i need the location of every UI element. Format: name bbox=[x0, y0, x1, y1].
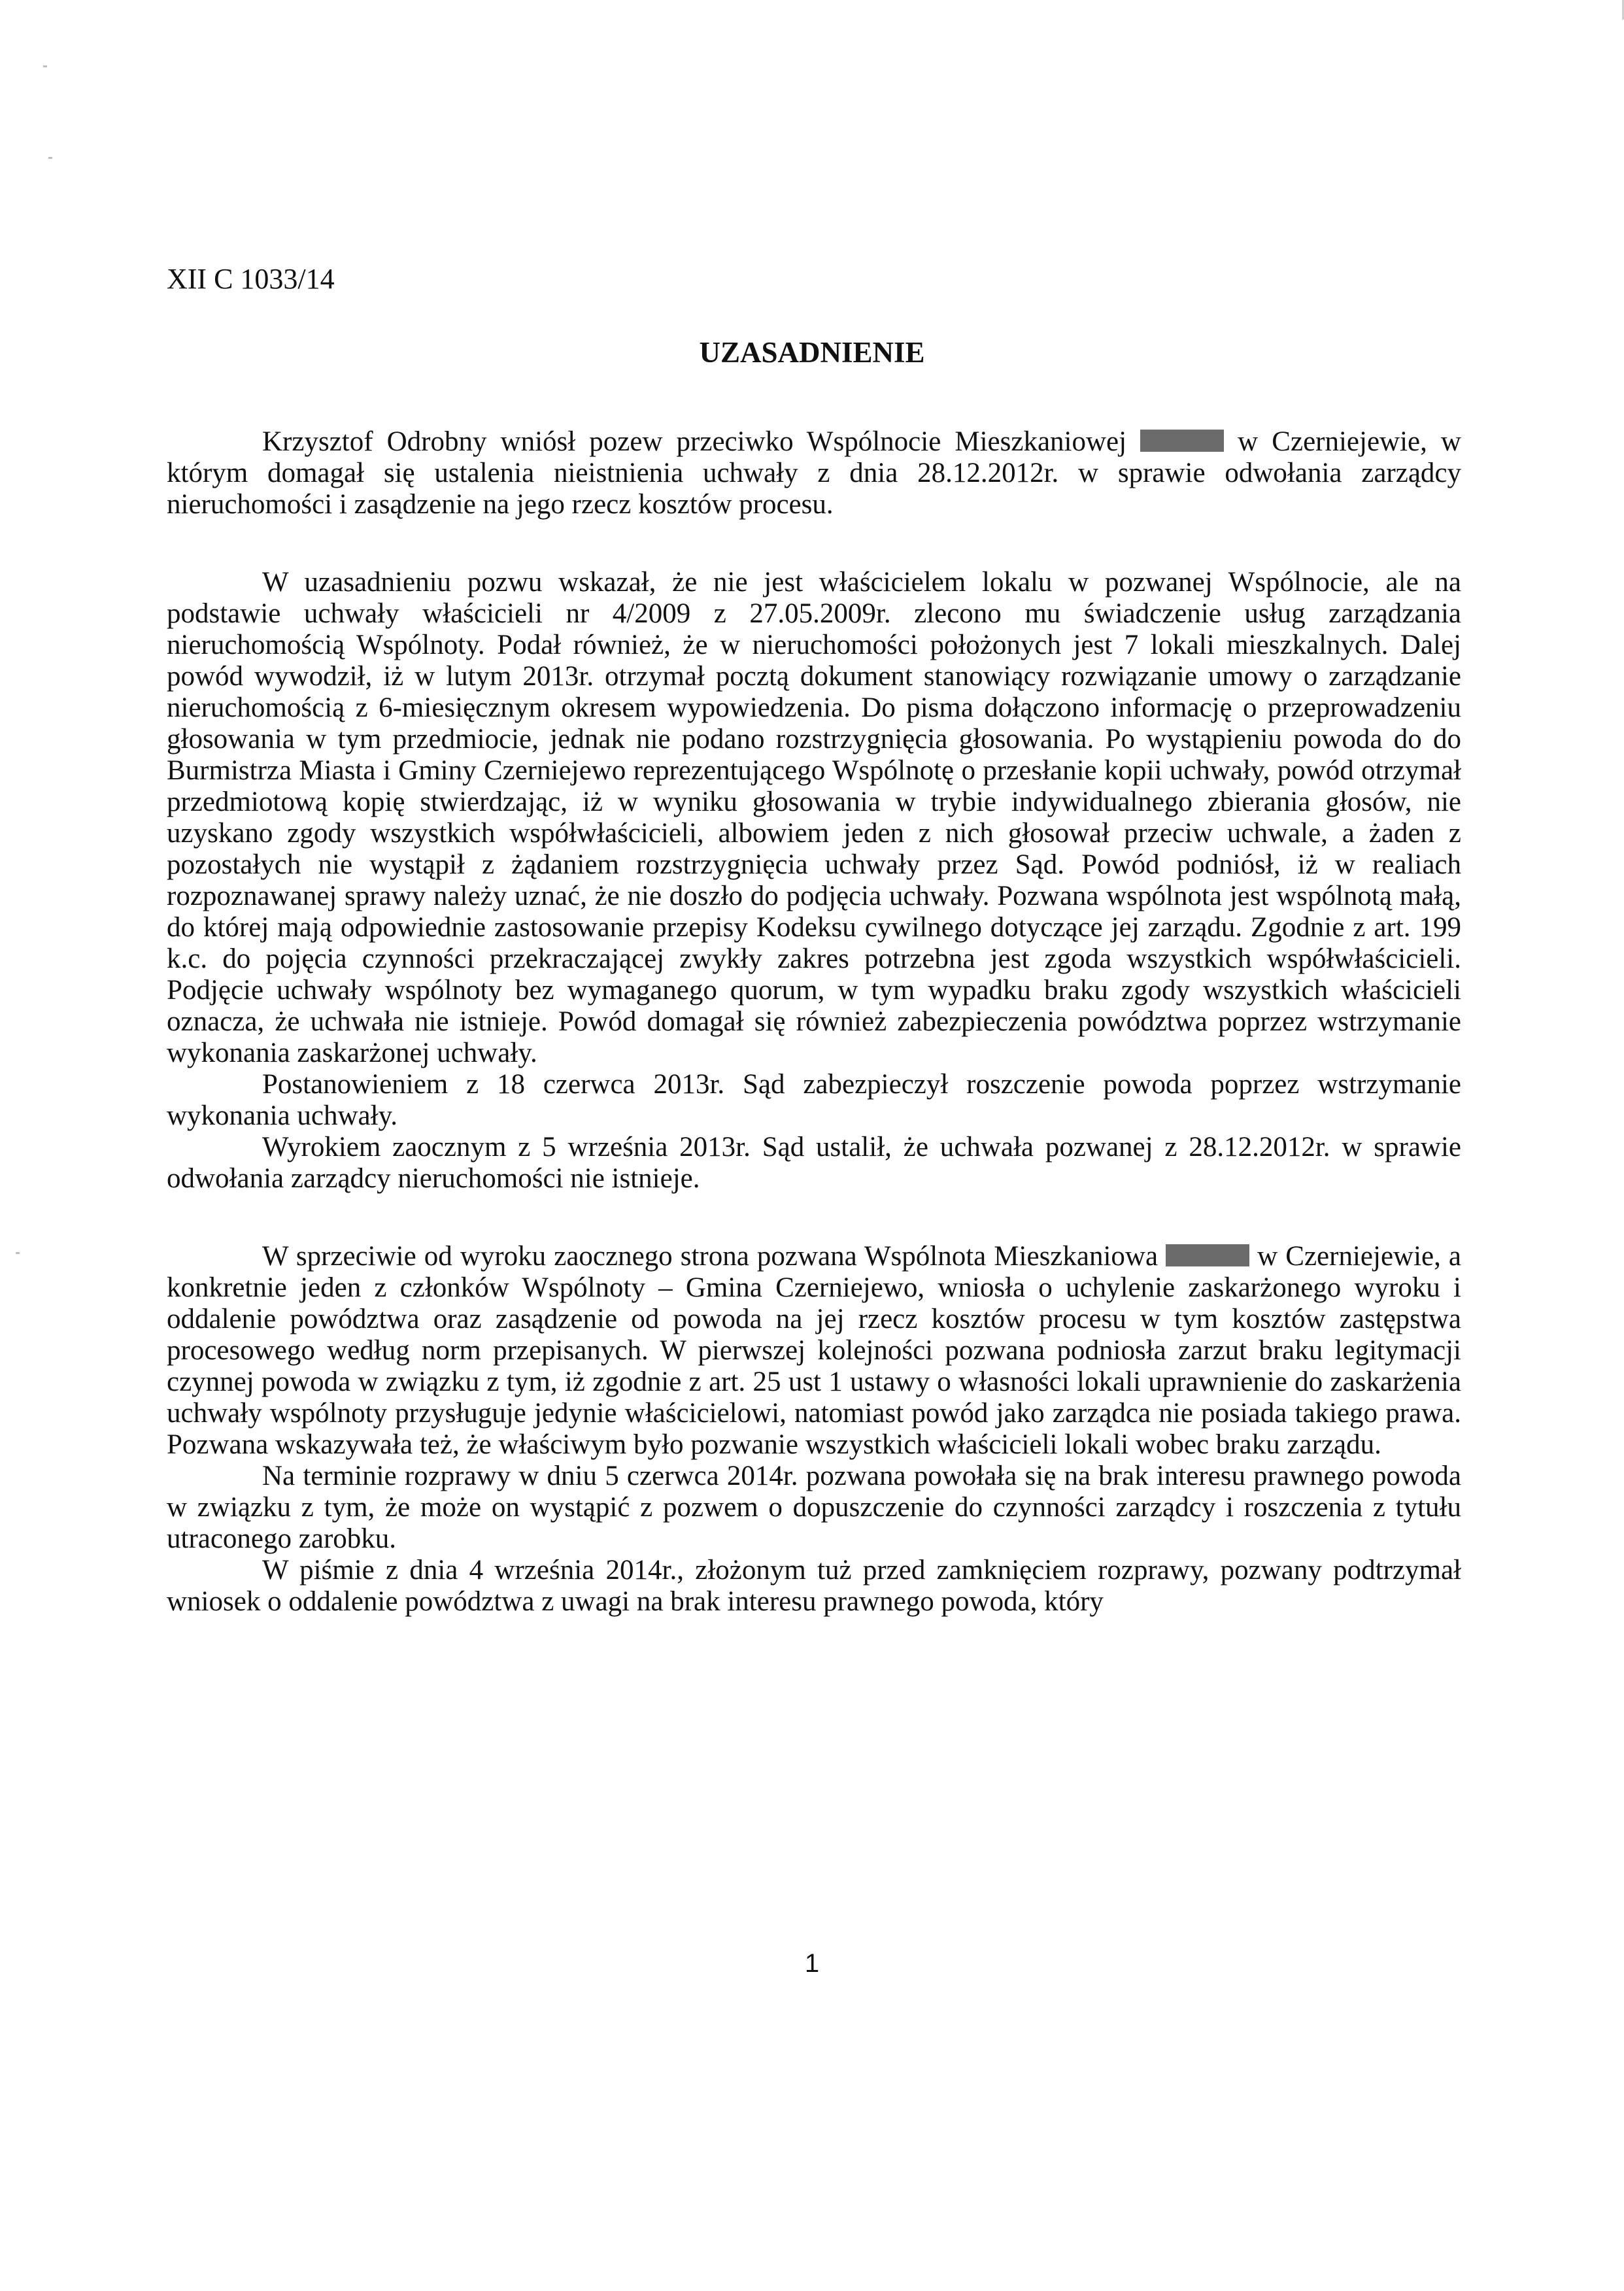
document-body bbox=[167, 426, 1461, 1618]
redaction-block bbox=[1166, 1244, 1249, 1266]
paragraph-3: Postanowieniem z 18 czerwca 2013r. Sąd zabezpieczył roszczenie powoda poprzez wstrzymanie wykonania uchwały. bbox=[167, 1069, 1461, 1131]
paragraph-7: W piśmie z dnia 4 września 2014r., złożonym tuż przed zamknięciem rozprawy, pozwany podtrzymał wniosek o oddalenie powództwa z uwagi na brak interesu prawnego powoda, który bbox=[167, 1555, 1461, 1617]
scan-speck bbox=[16, 1252, 20, 1254]
paragraph-2: W uzasadnieniu pozwu wskazał, że nie jest właścicielem lokalu w pozwanej Wspólnocie, ale na podstawie uchwały właścicieli nr 4/2009 z 27.05.2009r. zlecono mu świadczenie usług zarządzania nieruchomością Wspólnoty. Podał również, że w nieruchomości położonych jest 7 lokali mieszkalnych. Dalej powód wywodził, iż w lutym 2013r. otrzymał pocztą dokument stanowiący rozwiązanie umowy o zarządzanie nieruchomością z 6-miesięcznym okresem wypowiedzenia. Do pisma dołączono informację o przeprowadzeniu głosowania w tym przedmiocie, jednak nie podano rozstrzygnięcia głosowania. Po wystąpieniu powoda do do Burmistrza Miasta i Gminy Czerniejewo reprezentującego Wspólnotę o przesłanie kopii uchwały, powód otrzymał przedmiotową kopię stwierdzając, iż w wyniku głosowania w trybie indywidualnego zbierania głosów, nie uzyskano zgody wszystkich współwłaścicieli, albowiem jeden z nich głosował przeciw uchwale, a żaden z pozostałych nie wystąpił z żądaniem rozstrzygnięcia uchwały przez Sąd. Powód podniósł, iż w realiach rozpoznawanej sprawy należy uznać, że nie doszło do podjęcia uchwały. Pozwana wspólnota jest wspólnotą małą, do której mają odpowiednie zastosowanie przepisy Kodeksu cywilnego dotyczące jej zarządu. Zgodnie z art. 199 k.c. do pojęcia czynności przekraczającej zwykły zakres potrzebna jest zgoda wszystkich współwłaścicieli. Podjęcie uchwały wspólnoty bez wymaganego quorum, w tym wypadku braku zgody wszystkich właścicieli oznacza, że uchwała nie istnieje. Powód domagał się również zabezpieczenia powództwa poprzez wstrzymanie wykonania zaskarżonej uchwały. bbox=[167, 567, 1461, 1068]
paragraph-4: Wyrokiem zaocznym z 5 września 2013r. Sąd ustalił, że uchwała pozwanej z 28.12.2012r. w sprawie odwołania zarządcy nieruchomości nie istnieje. bbox=[167, 1132, 1461, 1194]
paragraph-1-start: Krzysztof Odrobny wniósł pozew przeciwko Wspólnocie Mieszkaniowej bbox=[262, 426, 1141, 457]
case-number: XII C 1033/14 bbox=[167, 263, 335, 295]
paragraph-6: Na terminie rozprawy w dniu 5 czerwca 2014r. pozwana powołała się na brak interesu prawnego powoda w związku z tym, że może on wystąpić z pozwem o dopuszczenie do czynności zarządcy i roszczenia z tytułu utraconego zarobku. bbox=[167, 1461, 1461, 1554]
paragraph-5-end: w Czerniejewie, a konkretnie jeden z członków Wspólnoty – Gmina Czerniejewo, wniosła o uchylenie zaskarżonego wyroku i oddalenie powództwa oraz zasądzenie od powoda na jej rzecz kosztów procesu w tym kosztów zastępstwa procesowego według norm przepisanych. W pierwszej kolejności pozwana podniosła zarzut braku legitymacji czynnej powoda w związku z tym, iż zgodnie z art. 25 ust 1 ustawy o własności lokali uprawnienie do zaskarżenia uchwały wspólnoty przysługuje jedynie właścicielowi, natomiast powód jako zarządca nie posiada takiego prawa. Pozwana wskazywała też, że właściwym było pozwanie wszystkich właścicieli lokali wobec braku zarządu. bbox=[167, 1241, 1461, 1460]
paragraph-5 bbox=[167, 1241, 1461, 1461]
paragraph-1 bbox=[167, 426, 1461, 520]
paragraph-1-end: w Czerniejewie, w którym domagał się ustalenia nieistnienia uchwały z dnia 28.12.2012r. w sprawie odwołania zarządcy nieruchomości i zasądzenie na jego rzecz kosztów procesu. bbox=[167, 426, 1461, 520]
scan-speck bbox=[48, 157, 52, 159]
scan-speck bbox=[43, 65, 47, 67]
document-title: UZASADNIENIE bbox=[699, 336, 925, 369]
page-number: 1 bbox=[804, 1949, 820, 1978]
redaction-block bbox=[1140, 430, 1224, 452]
paragraph-5-start: W sprzeciwie od wyroku zaocznego strona pozwana Wspólnota Mieszkaniowa bbox=[262, 1241, 1166, 1272]
